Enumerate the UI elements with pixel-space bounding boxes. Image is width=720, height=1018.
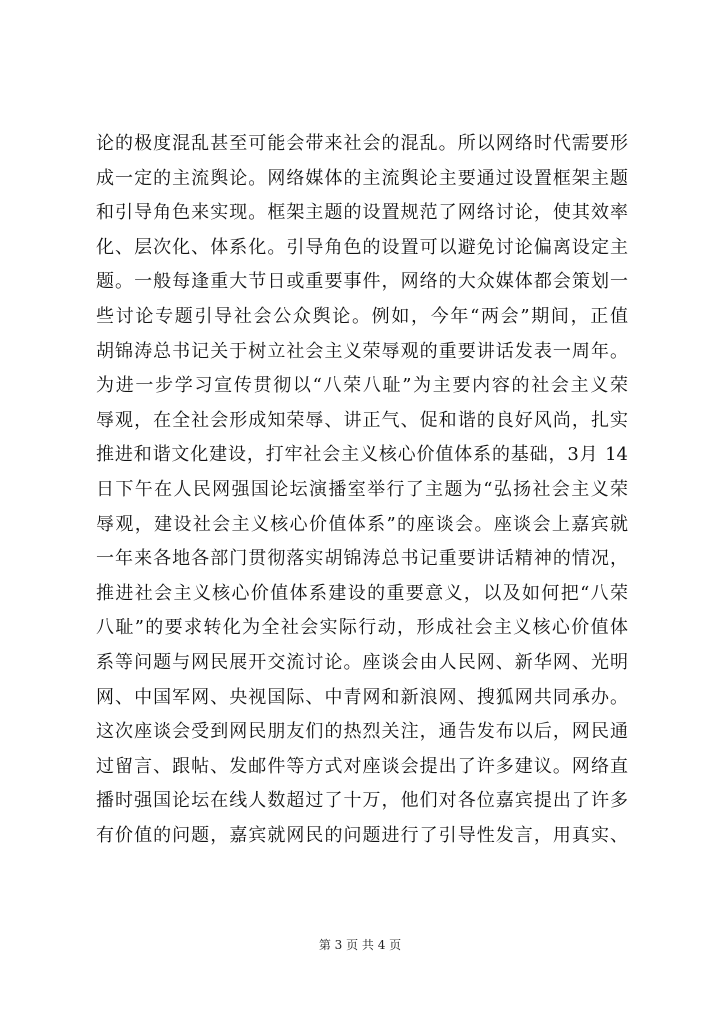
text-line: 过留言、跟帖、发邮件等方式对座谈会提出了许多建议。网络直 [96,755,628,777]
text-line: 推进和谐文化建设，打牢社会主义核心价值体系的基础，3月 14 [96,444,628,466]
text-line: 为进一步学习宣传贯彻以“八荣八耻”为主要内容的社会主义荣 [96,375,628,397]
text-line: 成一定的主流舆论。网络媒体的主流舆论主要通过设置框架主题 [96,167,628,189]
text-line: 播时强国论坛在线人数超过了十万，他们对各位嘉宾提出了许多 [96,790,628,812]
text-line: 化、层次化、体系化。引导角色的设置可以避免讨论偏离设定主 [96,236,628,258]
text-line: 些讨论专题引导社会公众舆论。例如，今年“两会”期间，正值 [96,305,628,327]
text-line: 辱观，在全社会形成知荣辱、讲正气、促和谐的良好风尚，扎实 [96,409,628,431]
text-line: 网、中国军网、央视国际、中青网和新浪网、搜狐网共同承办。 [96,686,628,708]
text-line: 推进社会主义核心价值体系建设的重要意义，以及如何把“八荣 [96,582,628,604]
text-line: 辱观，建设社会主义核心价值体系”的座谈会。座谈会上嘉宾就 [96,513,628,535]
text-line: 论的极度混乱甚至可能会带来社会的混乱。所以网络时代需要形 [96,133,628,154]
text-line: 系等问题与网民展开交流讨论。座谈会由人民网、新华网、光明 [96,651,628,673]
text-line: 日下午在人民网强国论坛演播室举行了主题为“弘扬社会主义荣 [96,478,628,500]
body-text [96,127,628,853]
page-number-footer: 第 3 页 共 4 页 [318,938,402,952]
text-line: 八耻”的要求转化为全社会实际行动，形成社会主义核心价值体 [96,617,628,639]
text-line: 有价值的问题，嘉宾就网民的问题进行了引导性发言，用真实、 [96,824,628,846]
text-line: 题。一般每逢重大节日或重要事件，网络的大众媒体都会策划一 [96,271,628,293]
text-line: 这次座谈会受到网民朋友们的热烈关注，通告发布以后，网民通 [96,721,628,743]
text-line: 一年来各地各部门贯彻落实胡锦涛总书记重要讲话精神的情况， [96,548,628,570]
text-line: 和引导角色来实现。框架主题的设置规范了网络讨论，使其效率 [96,202,628,224]
text-line: 胡锦涛总书记关于树立社会主义荣辱观的重要讲话发表一周年。 [96,340,628,362]
